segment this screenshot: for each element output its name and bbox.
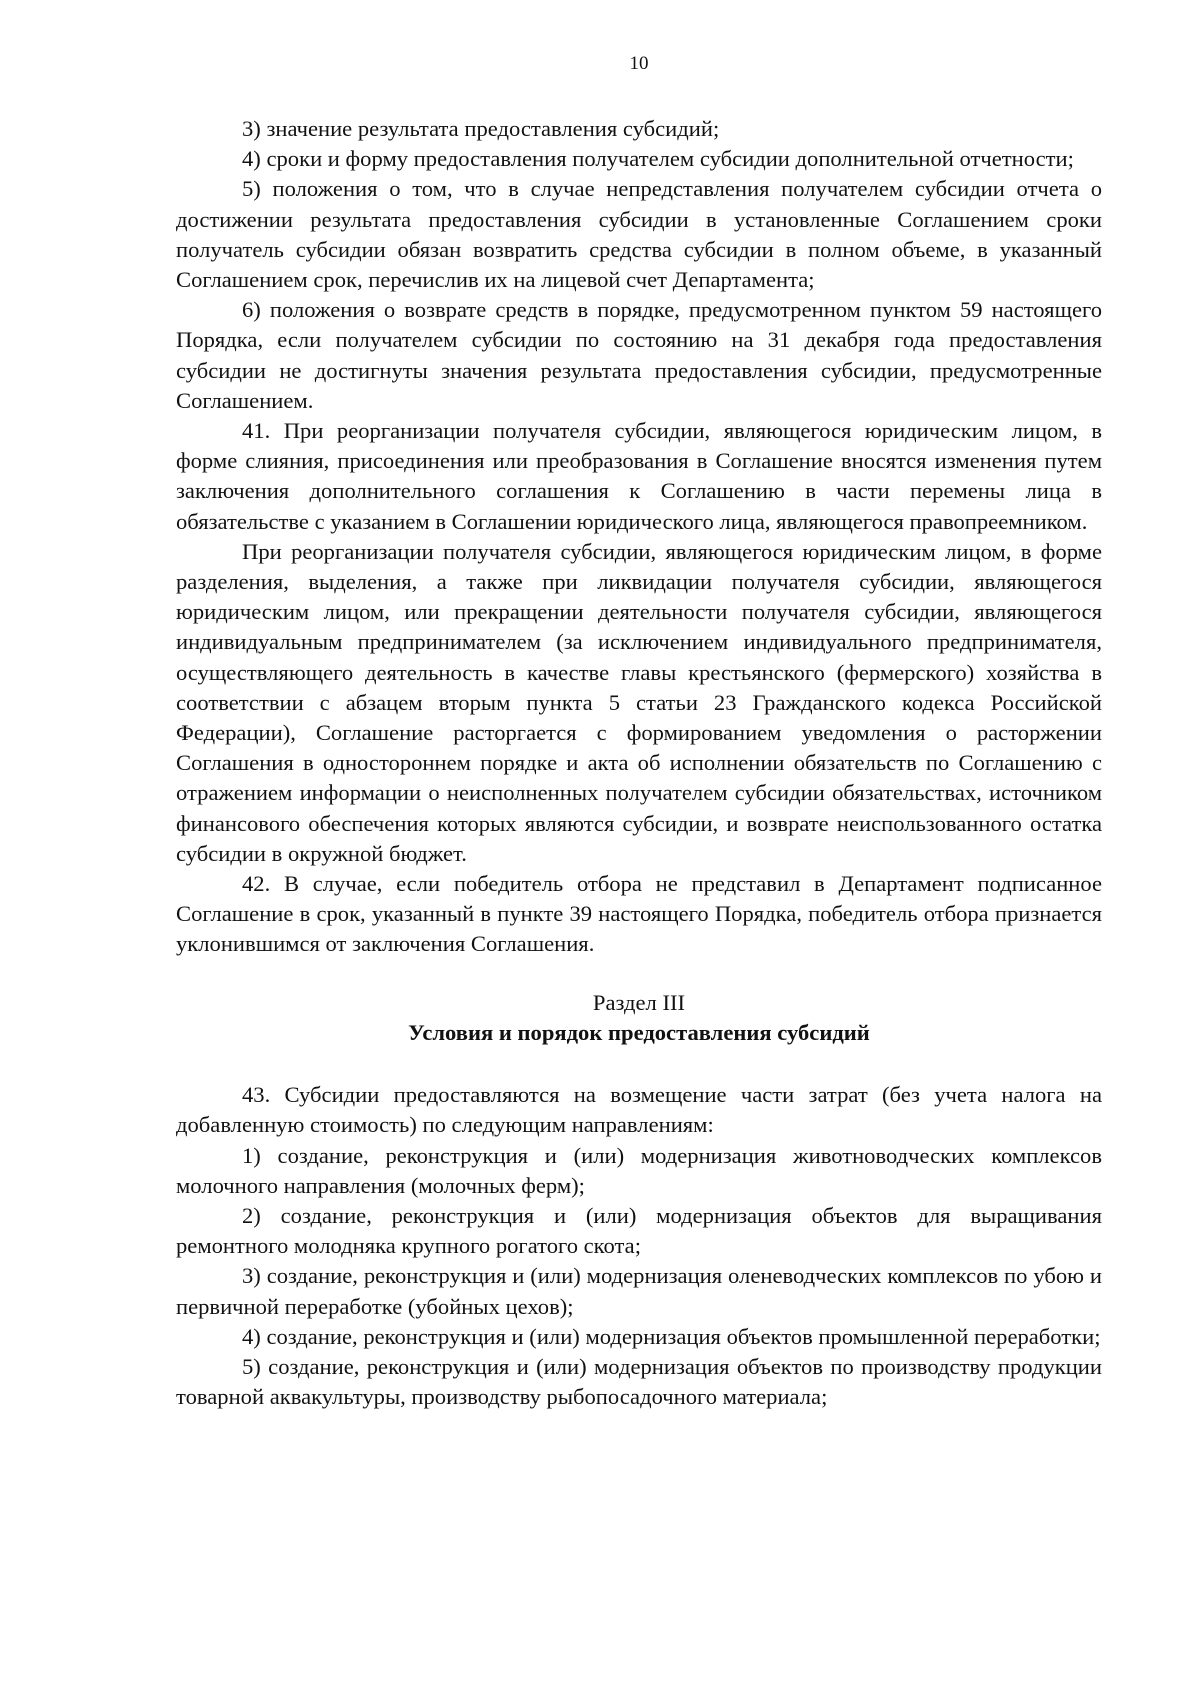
paragraph-direction-4: 4) создание, реконструкция и (или) модернизация объектов промышленной переработки; — [242, 1323, 1101, 1349]
paragraph-direction-5: 5) создание, реконструкция и (или) модернизация объектов по производству продукции товарной аквакультуры, производству рыбопосадочного материала; — [176, 1353, 1102, 1410]
paragraph-direction-2: 2) создание, реконструкция и (или) модернизация объектов для выращивания ремонтного молодняка крупного рогатого скота; — [176, 1202, 1102, 1259]
section-title-spacer — [176, 1048, 1102, 1080]
paragraph-clause-41: 41. При реорганизации получателя субсидии, являющегося юридическим лицом, в форме слияния, присоединения или преобразования в Соглашение вносятся изменения путем заключения дополнительного соглашения к Соглашению в части перемены лица в обязательстве с указанием в Соглашении юридического лица, являющегося правопреемником. — [176, 418, 1102, 534]
section-spacer — [176, 960, 1102, 988]
paragraph-clause-42: 42. В случае, если победитель отбора не представил в Департамент подписанное Соглашение в срок, указанный в пункте 39 настоящего Порядка, победитель отбора признается уклонившимся от заключения Соглашения. — [176, 871, 1102, 957]
page-number: 10 — [629, 53, 649, 74]
paragraph-direction-1: 1) создание, реконструкция и (или) модернизация животноводческих комплексов молочного направления (молочных ферм); — [176, 1142, 1102, 1198]
paragraph-clause-41-continued: При реорганизации получателя субсидии, являющегося юридическим лицом, в форме разделения, выделения, а также при ликвидации получателя субсидии, являющегося юридическим лицом, или прекращении деятельности получателя субсидии, являющегося индивидуальным предпринимателем (за исключением индивидуального предпринимателя, осуществляющего деятельность в качестве главы крестьянского (фермерского) хозяйства в соответствии с абзацем вторым пункта 5 статьи 23 Гражданского кодекса Российской Федерации), Соглашение расторгается с формированием уведомления о расторжении Соглашения в одностороннем порядке и акта об исполнении обязательств по Соглашению с отражением информации о неисполненных получателем субсидии обязательствах, источником финансового обеспечения которых являются субсидии, и возврате неиспользованного остатка субсидии в окружной бюджет. — [176, 538, 1102, 866]
paragraph-item-5: 5) положения о том, что в случае непредставления получателем субсидии отчета о достижении результата предоставления субсидии в установленные Соглашением сроки получатель субсидии обязан возвратить средства субсидии в полном объеме, в указанный Соглашением срок, перечислив их на лицевой счет Департамента; — [176, 176, 1102, 293]
paragraph-item-6: 6) положения о возврате средств в порядке, предусмотренном пунктом 59 настоящего Порядка, если получателем субсидии по состоянию на 31 декабря года предоставления субсидии не достигнуты значения результата предоставления субсидии, предусмотренные Соглашением. — [176, 297, 1102, 413]
paragraph-item-3: 3) значение результата предоставления субсидий; — [242, 116, 720, 141]
paragraph-clause-43: 43. Субсидии предоставляются на возмещение части затрат (без учета налога на добавленную стоимость) по следующим направлениям: — [176, 1082, 1102, 1138]
section-title: Условия и порядок предоставления субсидий — [408, 1019, 870, 1045]
paragraph-item-4: 4) сроки и форму предоставления получателем субсидии дополнительной отчетности; — [242, 146, 1074, 172]
paragraph-direction-3: 3) создание, реконструкция и (или) модернизация оленеводческих комплексов по убою и первичной переработке (убойных цехов); — [176, 1263, 1102, 1319]
section-label: Раздел III — [592, 989, 686, 1015]
